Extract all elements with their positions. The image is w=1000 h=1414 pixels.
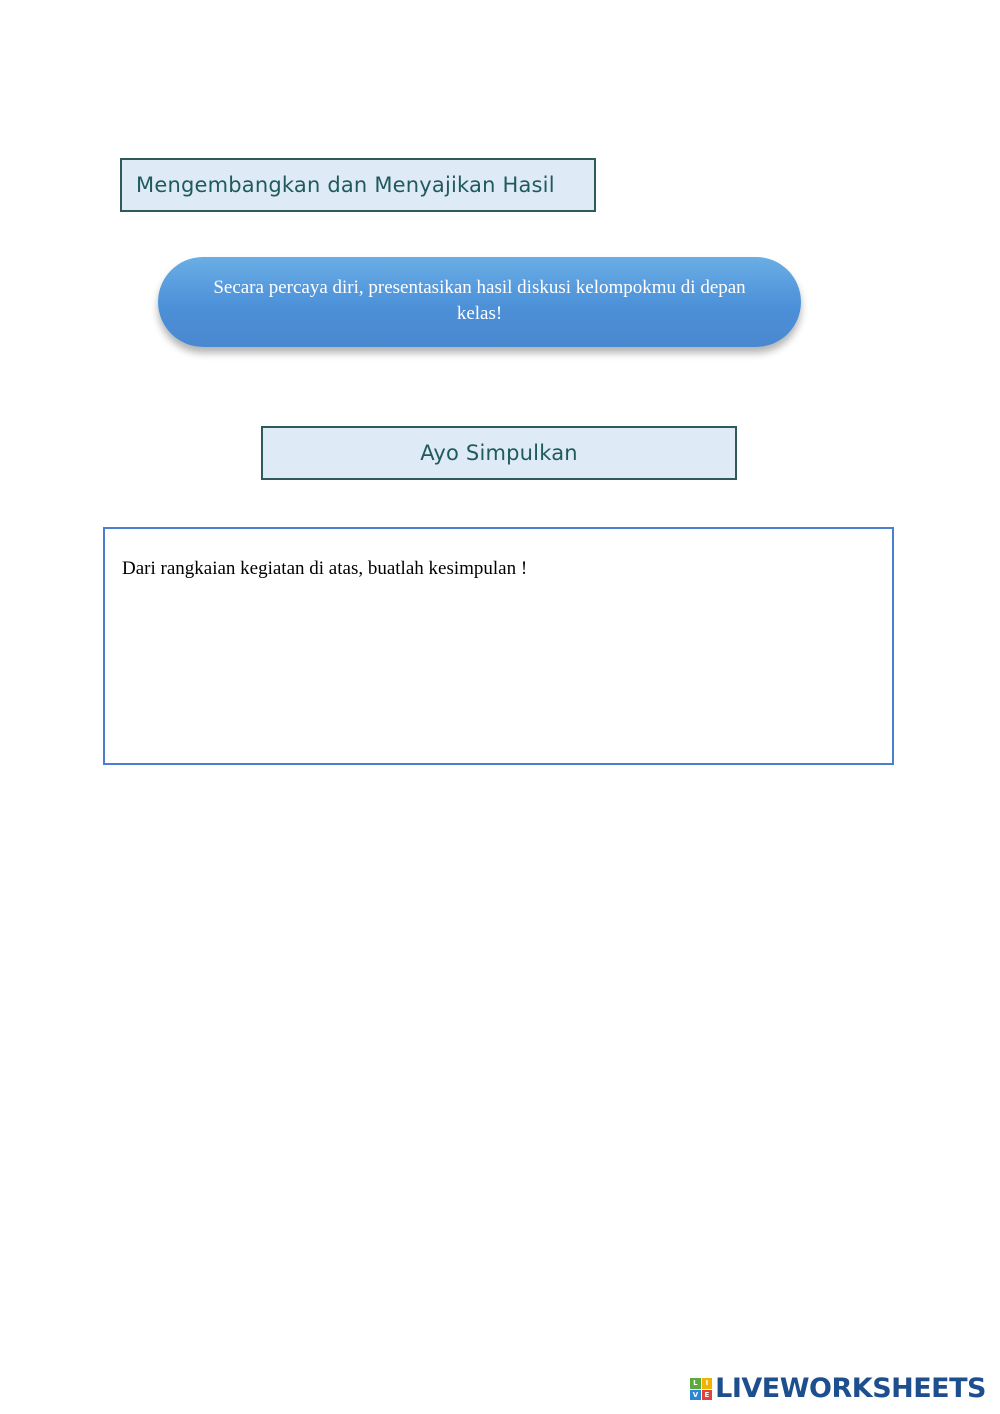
logo-letter-e: E xyxy=(702,1390,713,1401)
presentation-instruction-banner xyxy=(158,257,801,347)
develop-results-header: Mengembangkan dan Menyajikan Hasil xyxy=(120,158,596,212)
liveworksheets-logo-icon xyxy=(690,1378,712,1400)
logo-letter-i: I xyxy=(702,1378,713,1389)
conclusion-prompt: Dari rangkaian kegiatan di atas, buatlah kesimpulan ! xyxy=(122,558,528,579)
conclusion-header: Ayo Simpulkan xyxy=(261,426,737,480)
logo-letter-v: V xyxy=(690,1390,701,1401)
logo-letter-l: L xyxy=(690,1378,701,1389)
liveworksheets-wordmark: LIVEWORKSHEETS xyxy=(715,1373,986,1404)
liveworksheets-brand xyxy=(690,1373,986,1405)
instruction-text: Secara percaya diri, presentasikan hasil diskusi kelompokmu di depan kelas! xyxy=(213,277,746,324)
conclusion-answer-box[interactable] xyxy=(103,527,894,765)
